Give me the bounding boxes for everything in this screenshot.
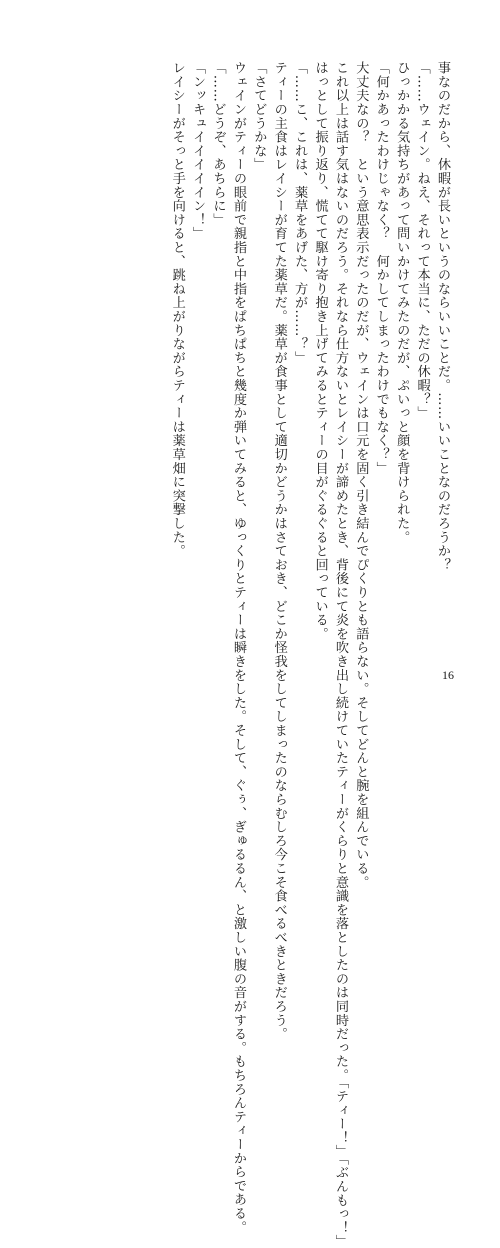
text-line-11: ウェインがティーの眼前で親指と中指をぱちぱちと幾度か弾いてみると、ゆっくりとティーは瞬きをした。そして、ぐぅ、ぎゅるるん、と激しい腹の音がする。もちろんティーからである。 [230, 61, 246, 1234]
text-line-10: 「さてどうかな」 [251, 61, 267, 172]
page-number: 16 [442, 668, 454, 682]
text-line-2: 「……ウェイン。ねえ、それって本当に、ただの休暇？」 [414, 61, 430, 420]
text-line-5: 大丈夫なの？ という意思表示だったのだが、ウェインは口元を固く引き結んでぴくりとも語らない。そしてどんと腕を組んでいる。 [353, 61, 369, 889]
text-line-8: 「……こ、これは、薬草をあげた、方が……？」 [292, 61, 308, 365]
text-line-14: レイシーがそっと手を向けると、跳ね上がりながらティーは薬草畑に突撃した。 [169, 61, 185, 558]
text-line-9: ティーの主食はレイシーが育てた薬草だ。薬草が食事として適切かどうかはさておき、どこか怪我をしてしまったのならむしろ今こそ食べるべきときだろう。 [271, 61, 287, 1041]
text-line-4: 「何かあったわけじゃなく？ 何かしてしまったわけでもなく？」 [373, 61, 389, 475]
text-line-7: はっとして振り返り、慌てて駆け寄り抱き上げてみるとティーの目がぐるぐると回っている。 [312, 61, 328, 641]
text-line-3: ひっかかる気持ちがあって問いかけてみたのだが、ぷいっと顔を背けられた。 [394, 61, 410, 544]
text-line-13: 「ンッキュイイイイイン！」 [190, 61, 206, 241]
text-line-12: 「……どうぞ、あちらに」 [210, 61, 226, 227]
text-line-1: 事なのだから、休暇が長いというのならいいことだ。……いいことなのだろうか？ [435, 61, 450, 572]
text-line-6: これ以上は話す気はないのだろう。それなら仕方ないとレイシーが諦めたとき、背後にて炎を吹き出し続けていたティーがくらりと意識を落としたのは同時だった。「ティー！」「ぶんもっ！」 [332, 61, 348, 1248]
